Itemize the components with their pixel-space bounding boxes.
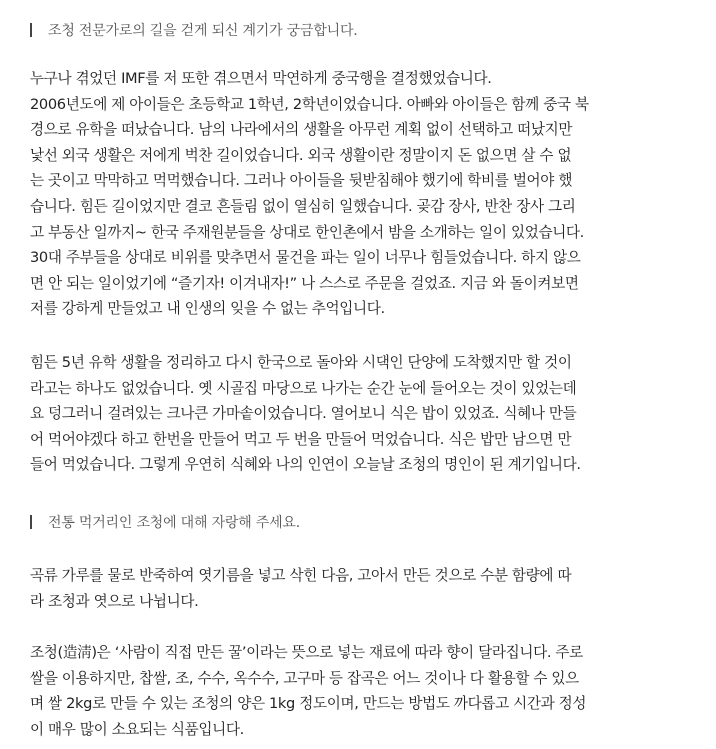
paragraph-line: 30대 주부들을 상대로 비위를 맞추면서 물건을 파는 일이 너무나 힘들었습니다. 하지 않으 bbox=[30, 249, 581, 267]
paragraph-line: 고 부동산 일까지~ 한국 주재원분들을 상대로 한인촌에서 밤을 소개하는 일이 있었습니다. bbox=[30, 223, 584, 241]
paragraph-line: 이 매우 많이 소요되는 식품입니다. bbox=[30, 720, 244, 738]
paragraph-line: 쌀을 이용하지만, 찹쌀, 조, 수수, 옥수수, 고구마 등 잡곡은 어느 것이나 다 활용할 수 있으 bbox=[30, 669, 579, 687]
paragraph bbox=[30, 66, 700, 322]
paragraph bbox=[30, 350, 700, 478]
section-heading bbox=[30, 20, 358, 40]
paragraph-line: 조청(造淸)은 ‘사람이 직접 만든 꿀’이라는 뜻으로 넣는 재료에 따라 향이 달라집니다. 주로 bbox=[30, 644, 583, 661]
heading-bar bbox=[30, 515, 32, 529]
paragraph-line: 힘든 5년 유학 생활을 정리하고 다시 한국으로 돌아와 시댁인 단양에 도착했지만 할 것이 bbox=[30, 354, 572, 371]
paragraph-line: 낯선 외국 생활은 저에게 벅찬 길이었습니다. 외국 생활이란 정말이지 돈 없으면 살 수 없 bbox=[30, 146, 572, 164]
paragraph-line: 저를 강하게 만들었고 내 인생의 잊을 수 없는 추억입니다. bbox=[30, 300, 385, 318]
paragraph-line: 요 덩그러니 걸려있는 크나큰 가마솥이었습니다. 열어보니 식은 밥이 있었죠. 식혜나 만들 bbox=[30, 405, 577, 423]
section-heading-text: 전통 먹거리인 조청에 대해 자랑해 주세요. bbox=[48, 515, 301, 531]
paragraph-line: 곡류 가루를 물로 반죽하여 엿기름을 넣고 삭힌 다음, 고아서 만든 것으로 수분 함량에 따 bbox=[30, 567, 572, 584]
paragraph-line: 며 쌀 2kg로 만들 수 있는 조청의 양은 1kg 정도이며, 만드는 방법도 까다롭고 시간과 정성 bbox=[30, 695, 587, 713]
section-heading bbox=[30, 512, 300, 532]
paragraph-line: 습니다. 힘든 길이었지만 결코 흔들림 없이 열심히 일했습니다. 곶감 장사, 반찬 장사 그리 bbox=[30, 197, 576, 215]
paragraph-line: 라 조청과 엿으로 나뉩니다. bbox=[30, 592, 199, 610]
paragraph-line: 경으로 유학을 떠났습니다. 남의 나라에서의 생활을 아무런 계획 없이 선택하고 떠났지만 bbox=[30, 121, 573, 139]
paragraph-line: 어 먹어야겠다 하고 한번을 만들어 먹고 두 번을 만들어 먹었습니다. 식은 밥만 남으면 만 bbox=[30, 430, 572, 448]
heading-bar bbox=[30, 23, 32, 37]
section-heading-text: 조청 전문가로의 길을 걷게 되신 계기가 궁금합니다. bbox=[48, 23, 358, 39]
paragraph-line: 누구나 겪었던 IMF를 저 또한 겪으면서 막연하게 중국행을 결정했었습니다. bbox=[30, 70, 492, 87]
paragraph-line: 들어 먹었습니다. 그렇게 우연히 식혜와 나의 인연이 오늘날 조청의 명인이 된 계기입니다. bbox=[30, 456, 581, 474]
paragraph-line: 면 안 되는 일이었기에 “즐기자! 이겨내자!” 나 스스로 주문을 걸었죠. 지금 와 돌이켜보면 bbox=[30, 274, 579, 292]
paragraph-line: 는 곳이고 막막하고 먹먹했습니다. 그러나 아이들을 뒷받침해야 했기에 학비를 벌어야 했 bbox=[30, 172, 573, 190]
paragraph-line: 라고는 하나도 없었습니다. 옛 시골집 마당으로 나가는 순간 눈에 들어오는 것이 있었는데 bbox=[30, 379, 577, 397]
paragraph-line: 2006년도에 제 아이들은 초등학교 1학년, 2학년이었습니다. 아빠와 아이들은 함께 중국 북 bbox=[30, 95, 589, 113]
paragraph bbox=[30, 640, 700, 742]
paragraph bbox=[30, 563, 700, 614]
